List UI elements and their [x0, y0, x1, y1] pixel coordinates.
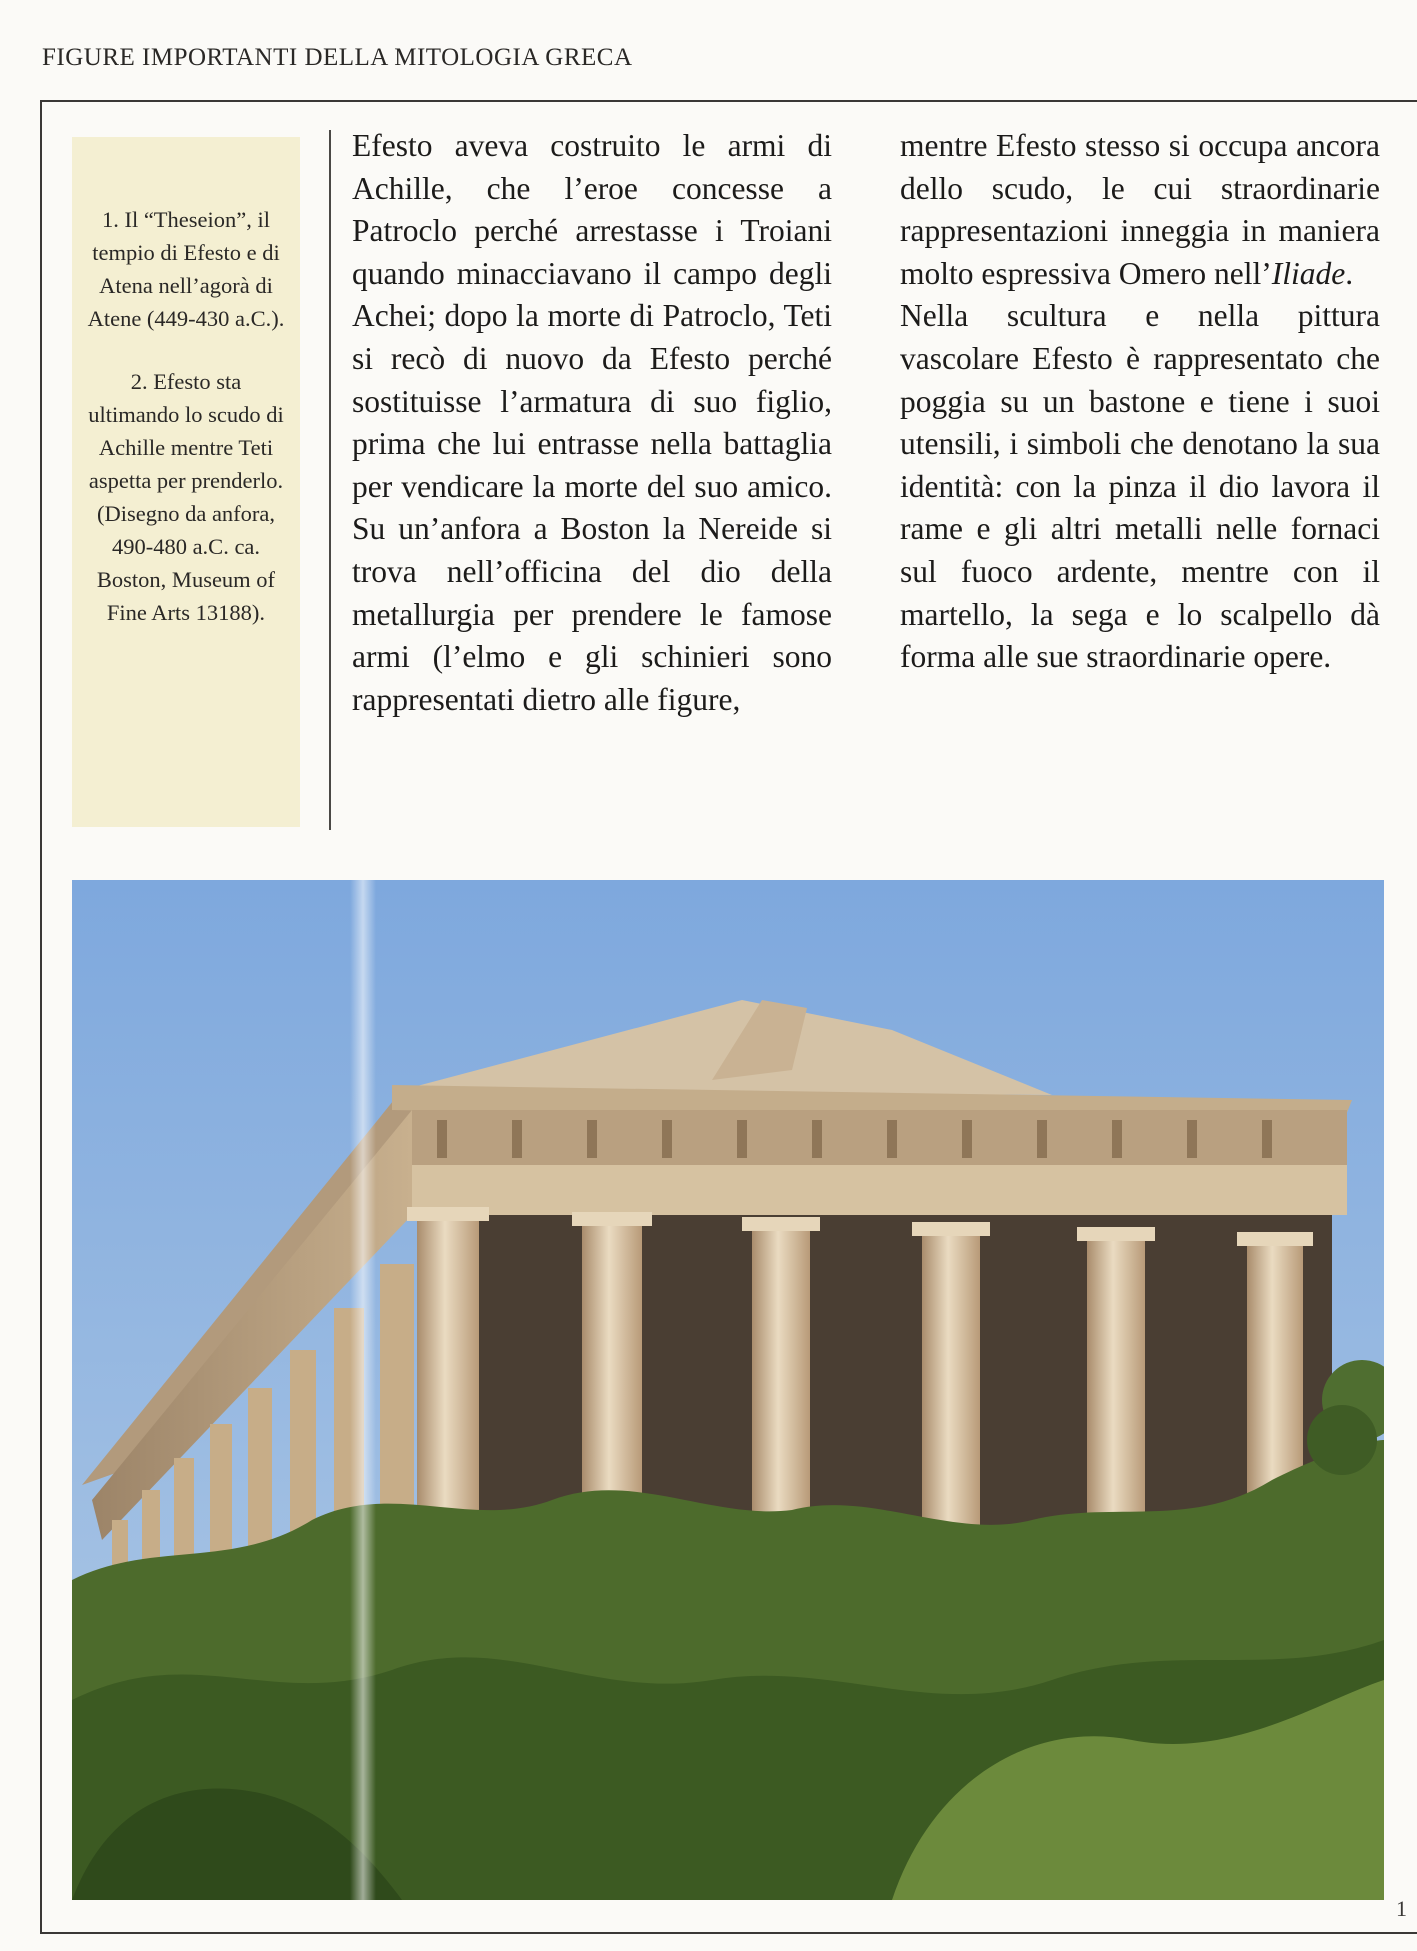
column1-text: Efesto aveva costruito le armi di Achille, che l’eroe concesse a Patroclo perché arrestasse i Troiani quando minacciavano il campo degli Achei; dopo la morte di Patroclo, Teti si recò di nuovo da Efesto perché sostituisse l’armatura di suo figlio, prima che lui entrasse nella battaglia per vendicare la morte del suo amico. Su un’anfora a Boston la Nereide si trova nell’officina del dio della metallurgia per prendere le famose armi (l’elmo e gli schinieri sono rappresentati dietro alle figure,: [352, 128, 832, 717]
column2-paragraph-1: [900, 125, 1380, 295]
caption-item-1: 1. Il “Theseion”, il tempio di Efesto e di Atena nell’agorà di Atene (449-430 a.C.).: [87, 207, 285, 331]
column-divider: [329, 130, 331, 830]
column2-text-b: .: [1345, 255, 1354, 291]
caption-item-2: 2. Efesto sta ultimando lo scudo di Achille mentre Teti aspetta per prenderlo. (Disegno da anfora, 490-480 a.C. ca. Boston, Museum of Fine Arts 13188).: [88, 369, 284, 625]
temple-illustration: [72, 880, 1384, 1900]
column2-paragraph-2: Nella scultura e nella pittura vascolare Efesto è rappresentato che poggia su un bastone e tiene i suoi utensili, i simboli che denotano la sua identità: con la pinza il dio lavora il rame e gli altri metalli nelle fornaci sul fuoco ardente, mentre con il martello, la sega e lo scalpello dà forma alle sue straordinarie opere.: [900, 298, 1380, 675]
frieze: [412, 1110, 1347, 1165]
figure-caption-box: [72, 137, 300, 827]
iliad-title: Iliade: [1271, 255, 1346, 291]
column2-text-a: mentre Efesto stesso si occupa ancora dello scudo, le cui straordinarie rappresentazioni inneggia in maniera molto espressiva Omero nell’: [900, 128, 1380, 291]
body-column-2: [900, 125, 1380, 679]
gutter-fold: [350, 880, 376, 1900]
theseion-photo: [72, 880, 1384, 1900]
running-title: FIGURE IMPORTANTI DELLA MITOLOGIA GRECA: [42, 44, 633, 71]
body-column-1: [352, 125, 832, 721]
page-edge-mark: 1: [1396, 1896, 1407, 1921]
architrave: [412, 1165, 1347, 1215]
